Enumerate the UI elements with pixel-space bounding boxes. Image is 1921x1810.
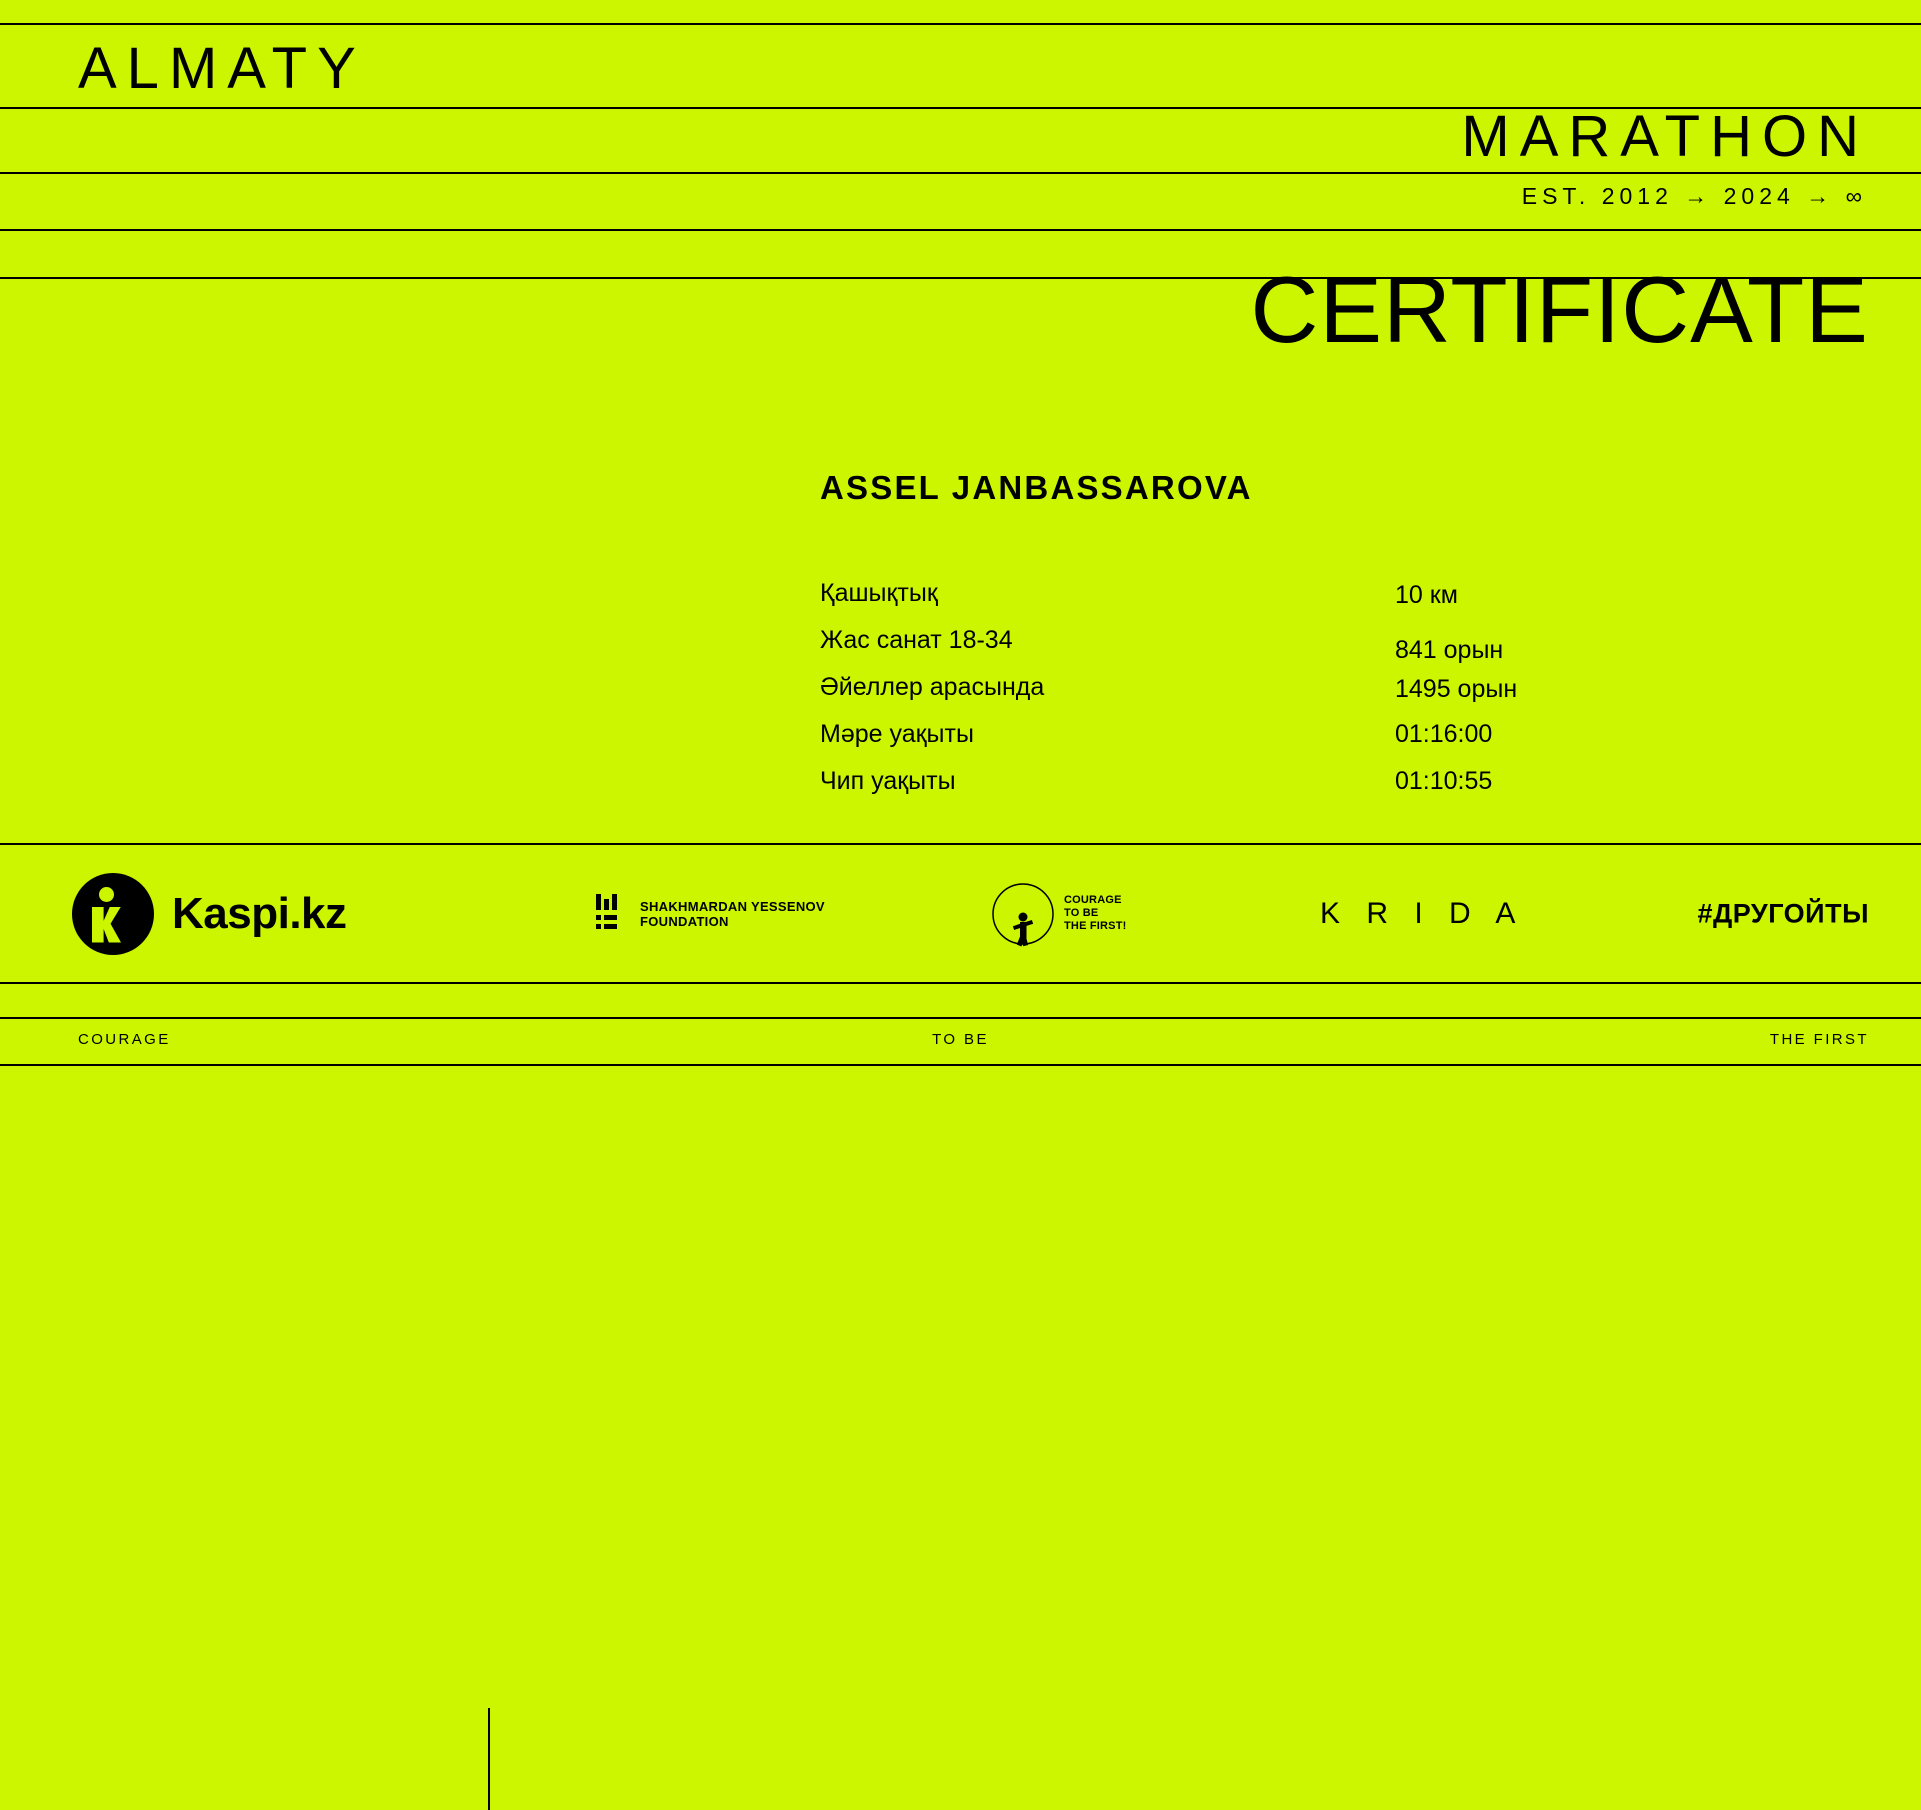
result-value: 10 км <box>1395 581 1458 609</box>
sponsor-divider <box>488 1708 490 1810</box>
sponsor-kaspi <box>72 873 347 955</box>
sponsor-yessenov-foundation <box>596 894 825 934</box>
sponsor-bar <box>0 845 1921 982</box>
courage-line3: THE FIRST! <box>1064 920 1127 932</box>
result-label: Мәре уақыты <box>820 720 974 748</box>
divider-line <box>0 23 1921 25</box>
footer-middle: TO BE <box>932 1031 989 1048</box>
result-value: 01:10:55 <box>1395 767 1493 795</box>
courage-line2: TO BE <box>1064 907 1099 919</box>
result-value: 1495 орын <box>1395 675 1518 703</box>
divider-line <box>0 1064 1921 1066</box>
result-row <box>820 625 1580 672</box>
yessenov-name-line2: FOUNDATION <box>640 913 729 929</box>
divider-line <box>0 229 1921 231</box>
corporate-fund-logo-icon <box>990 881 1056 947</box>
result-label: Жас санат 18-34 <box>820 626 1013 654</box>
sponsor-corporate-fund <box>990 881 1127 947</box>
sponsor-hashtag: #ДРУГОЙТЫ <box>1697 898 1869 928</box>
kaspi-wordmark: Kaspi.kz <box>172 888 347 938</box>
result-label: Чип уақыты <box>820 767 956 795</box>
yessenov-logo-icon <box>596 894 630 934</box>
result-value: 01:16:00 <box>1395 720 1493 748</box>
page-title: CERTIFICATE <box>1250 257 1869 362</box>
kaspi-logo-icon <box>72 873 154 955</box>
sponsor-krida: K R I D A <box>1320 896 1525 930</box>
divider-line <box>0 1017 1921 1019</box>
brand-line-marathon: MARATHON <box>1461 104 1869 169</box>
results-table <box>820 578 1580 813</box>
courage-line1: COURAGE <box>1064 894 1122 906</box>
footer-right: THE FIRST <box>1769 1031 1869 1048</box>
result-row <box>820 719 1580 766</box>
athlete-name: ASSEL JANBASSAROVA <box>820 469 1253 506</box>
result-label: Қашықтық <box>820 579 938 607</box>
divider-line <box>0 172 1921 174</box>
footer-slogan <box>0 1022 1921 1062</box>
result-row <box>820 766 1580 813</box>
result-label: Әйеллер арасында <box>820 673 1045 701</box>
brand-line-almaty: ALMATY <box>78 36 366 101</box>
result-value: 841 орын <box>1395 636 1504 664</box>
footer-left: COURAGE <box>78 1031 171 1048</box>
result-row <box>820 672 1580 719</box>
result-row <box>820 578 1580 625</box>
yessenov-name-line1: SHAKHMARDAN YESSENOV <box>640 898 825 914</box>
divider-line <box>0 982 1921 984</box>
established-years: EST. 2012 → 2024 → ∞ <box>1521 183 1867 209</box>
